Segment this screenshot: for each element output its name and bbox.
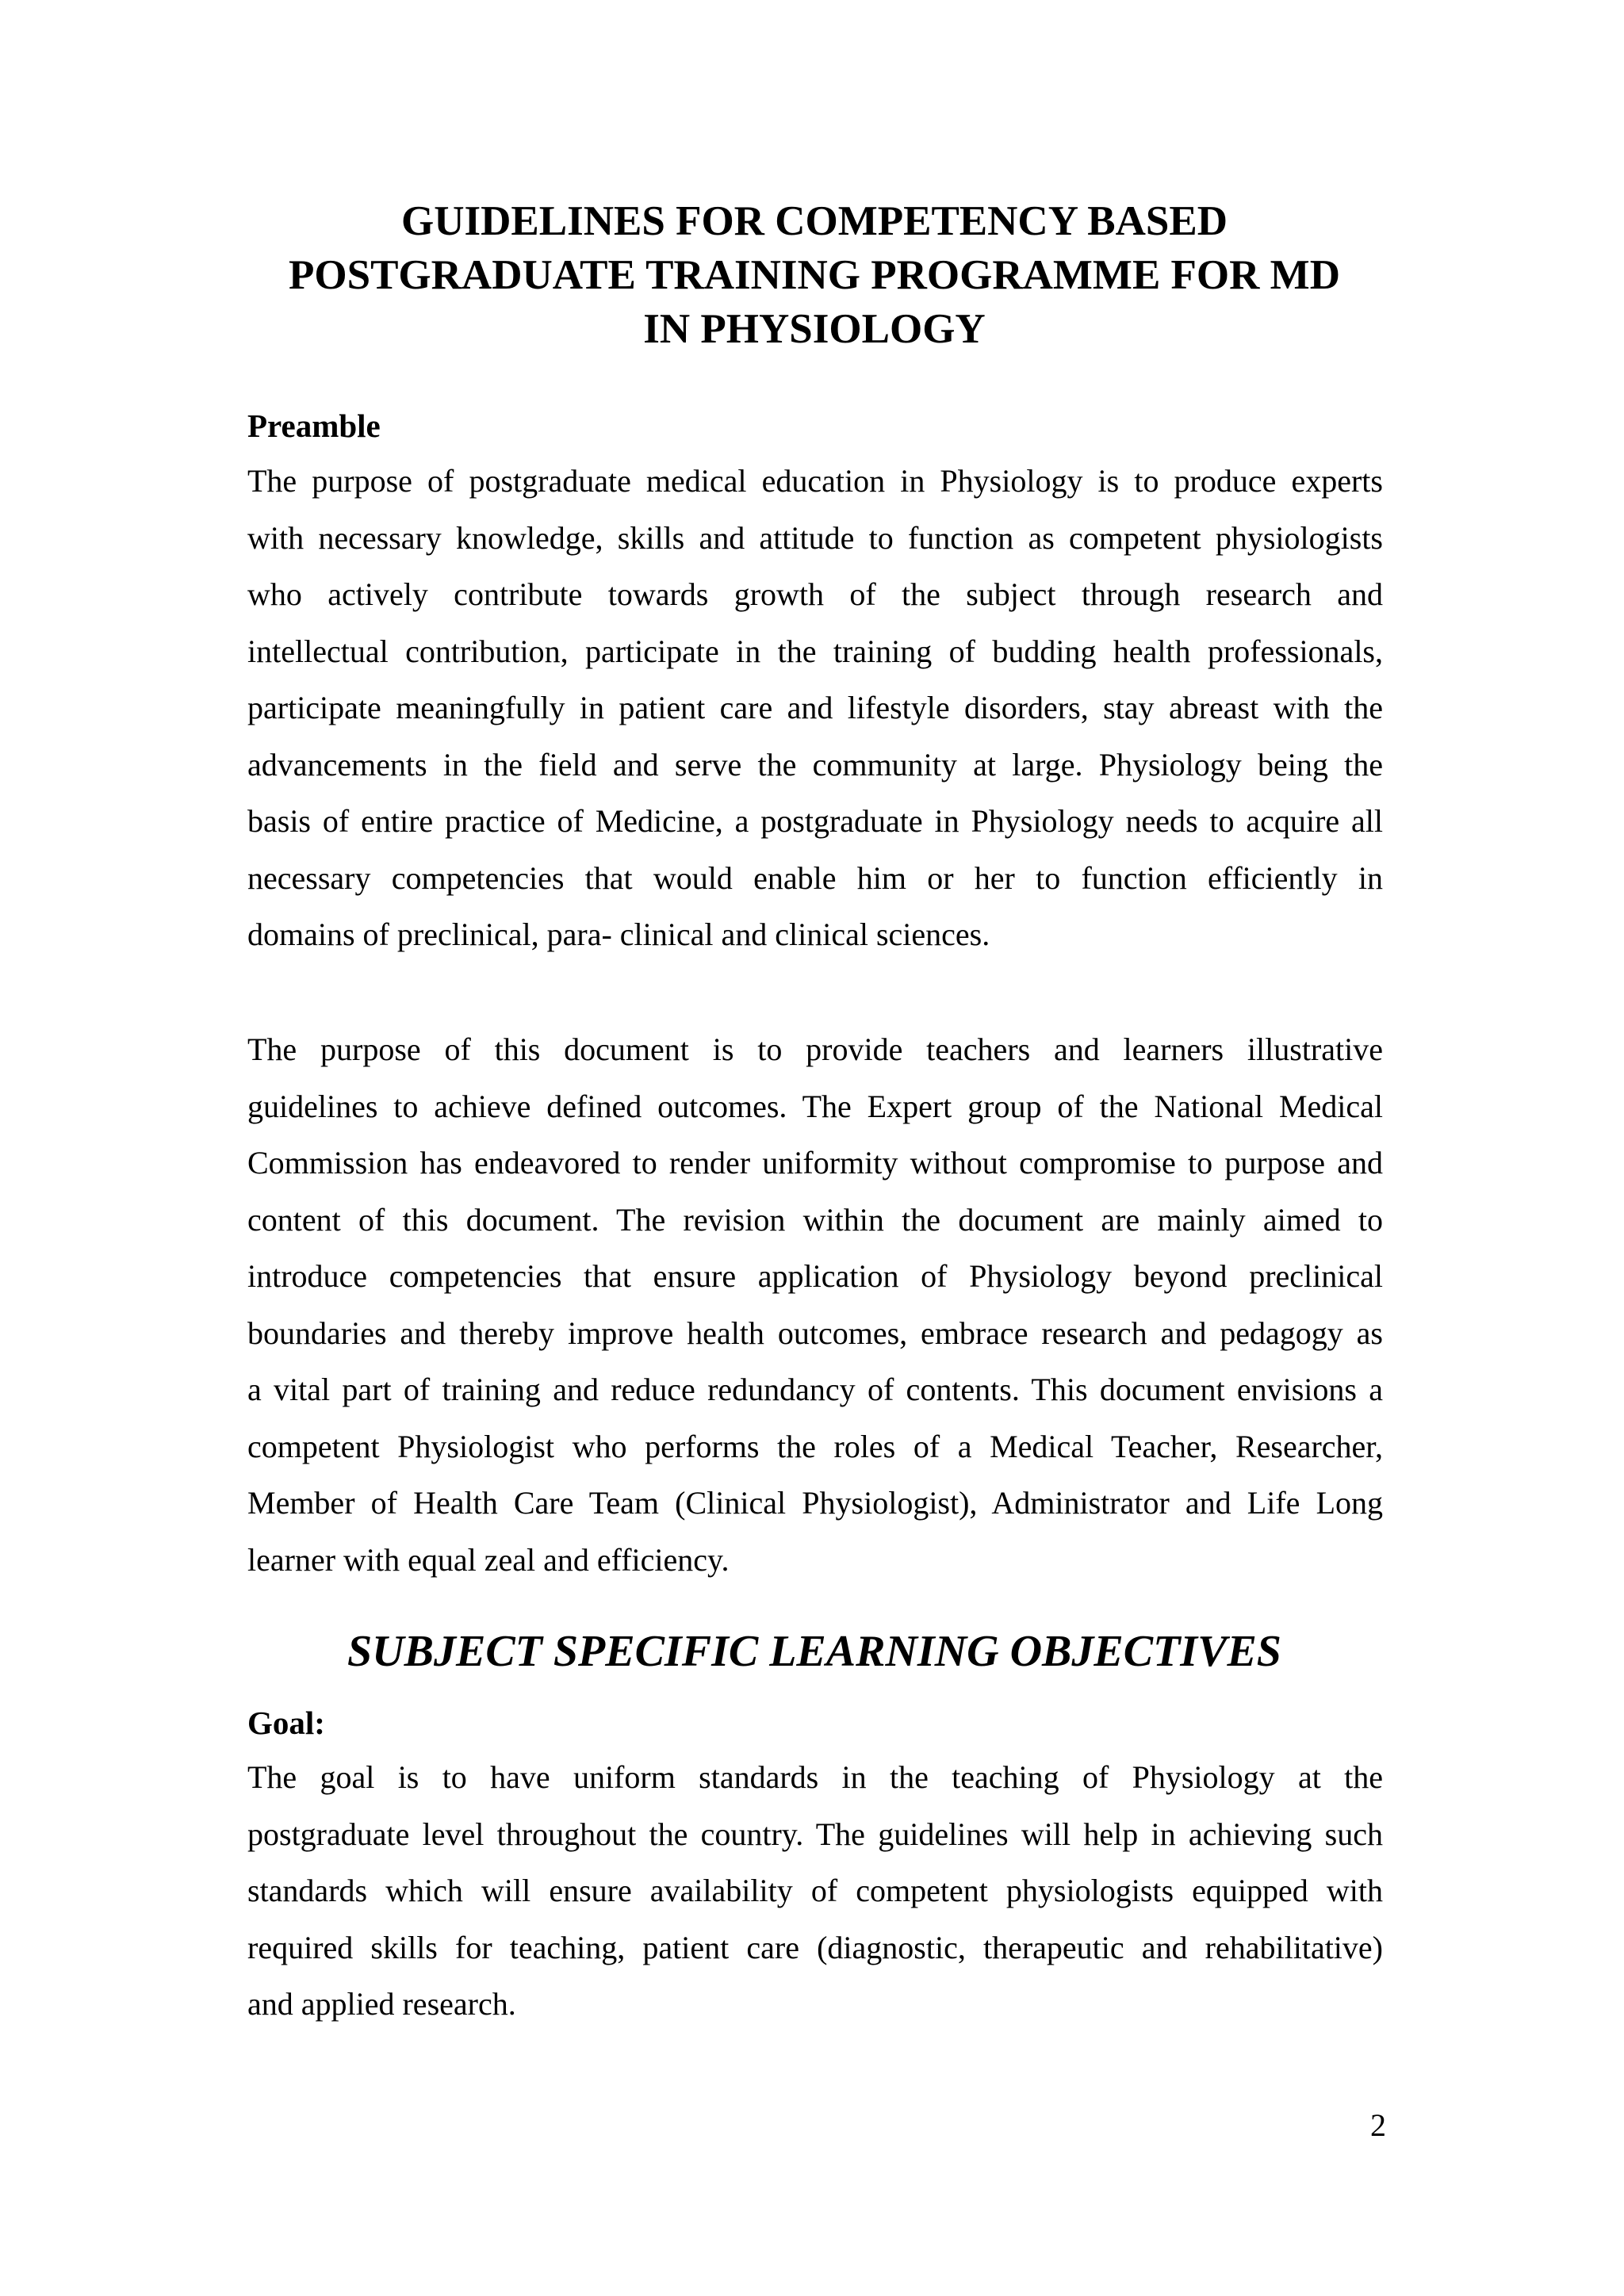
text-line: The purpose of postgraduate medical education in Physiology is to produce experts [247, 463, 1383, 499]
text-line: necessary competencies that would enable him or her to function efficiently in [247, 859, 1383, 896]
text-line: introduce competencies that ensure application of Physiology beyond preclinical [247, 1258, 1383, 1294]
title-line: POSTGRADUATE TRAINING PROGRAMME FOR MD [289, 252, 1340, 298]
text-line: domains of preclinical, para- clinical and clinical sciences. [247, 916, 990, 952]
text-line: participate meaningfully in patient care and lifestyle disorders, stay abreast with the [247, 690, 1383, 725]
text-line: basis of entire practice of Medicine, a postgraduate in Physiology needs to acquire all [247, 803, 1383, 839]
goal-heading: Goal: [247, 1705, 325, 1741]
text-line: advancements in the field and serve the community at large. Physiology being the [247, 746, 1383, 783]
text-line: who actively contribute towards growth of the subject through research and [247, 576, 1383, 612]
preamble-paragraph-1 [247, 453, 1383, 963]
goal-paragraph [247, 1749, 1383, 2033]
text-line: The purpose of this document is to provide teachers and learners illustrative [247, 1031, 1383, 1067]
preamble-paragraph-2 [247, 1021, 1383, 1588]
text-line: boundaries and thereby improve health outcomes, embrace research and pedagogy as [247, 1314, 1383, 1351]
text-line: standards which will ensure availability of competent physiologists equipped with [247, 1873, 1383, 1908]
text-line: required skills for teaching, patient care (diagnostic, therapeutic and rehabilitative) [247, 1929, 1383, 1965]
text-line: a vital part of training and reduce redundancy of contents. This document envisions a [247, 1372, 1383, 1407]
preamble-heading: Preamble [247, 408, 381, 444]
text-line: Member of Health Care Team (Clinical Physiologist), Administrator and Life Long [247, 1485, 1383, 1521]
page-number: 2 [1370, 2107, 1386, 2143]
text-line: Commission has endeavored to render uniformity without compromise to purpose and [247, 1145, 1383, 1181]
title-line: GUIDELINES FOR COMPETENCY BASED [401, 198, 1228, 244]
text-line: The goal is to have uniform standards in the teaching of Physiology at the [247, 1759, 1383, 1795]
text-line: guidelines to achieve defined outcomes. The Expert group of the National Medical [247, 1088, 1383, 1124]
section-title: SUBJECT SPECIFIC LEARNING OBJECTIVES [347, 1627, 1281, 1676]
title-line: IN PHYSIOLOGY [643, 306, 986, 352]
text-line: and applied research. [247, 1986, 516, 2022]
text-line: competent Physiologist who performs the roles of a Medical Teacher, Researcher, [247, 1428, 1383, 1464]
text-line: postgraduate level throughout the country. The guidelines will help in achieving such [247, 1816, 1383, 1852]
text-line: content of this document. The revision within the document are mainly aimed to [247, 1201, 1383, 1238]
text-line: intellectual contribution, participate in the training of budding health professionals, [247, 633, 1383, 669]
text-line: with necessary knowledge, skills and attitude to function as competent physiologists [247, 519, 1383, 556]
text-line: learner with equal zeal and efficiency. [247, 1541, 730, 1578]
page-title [247, 194, 1381, 356]
